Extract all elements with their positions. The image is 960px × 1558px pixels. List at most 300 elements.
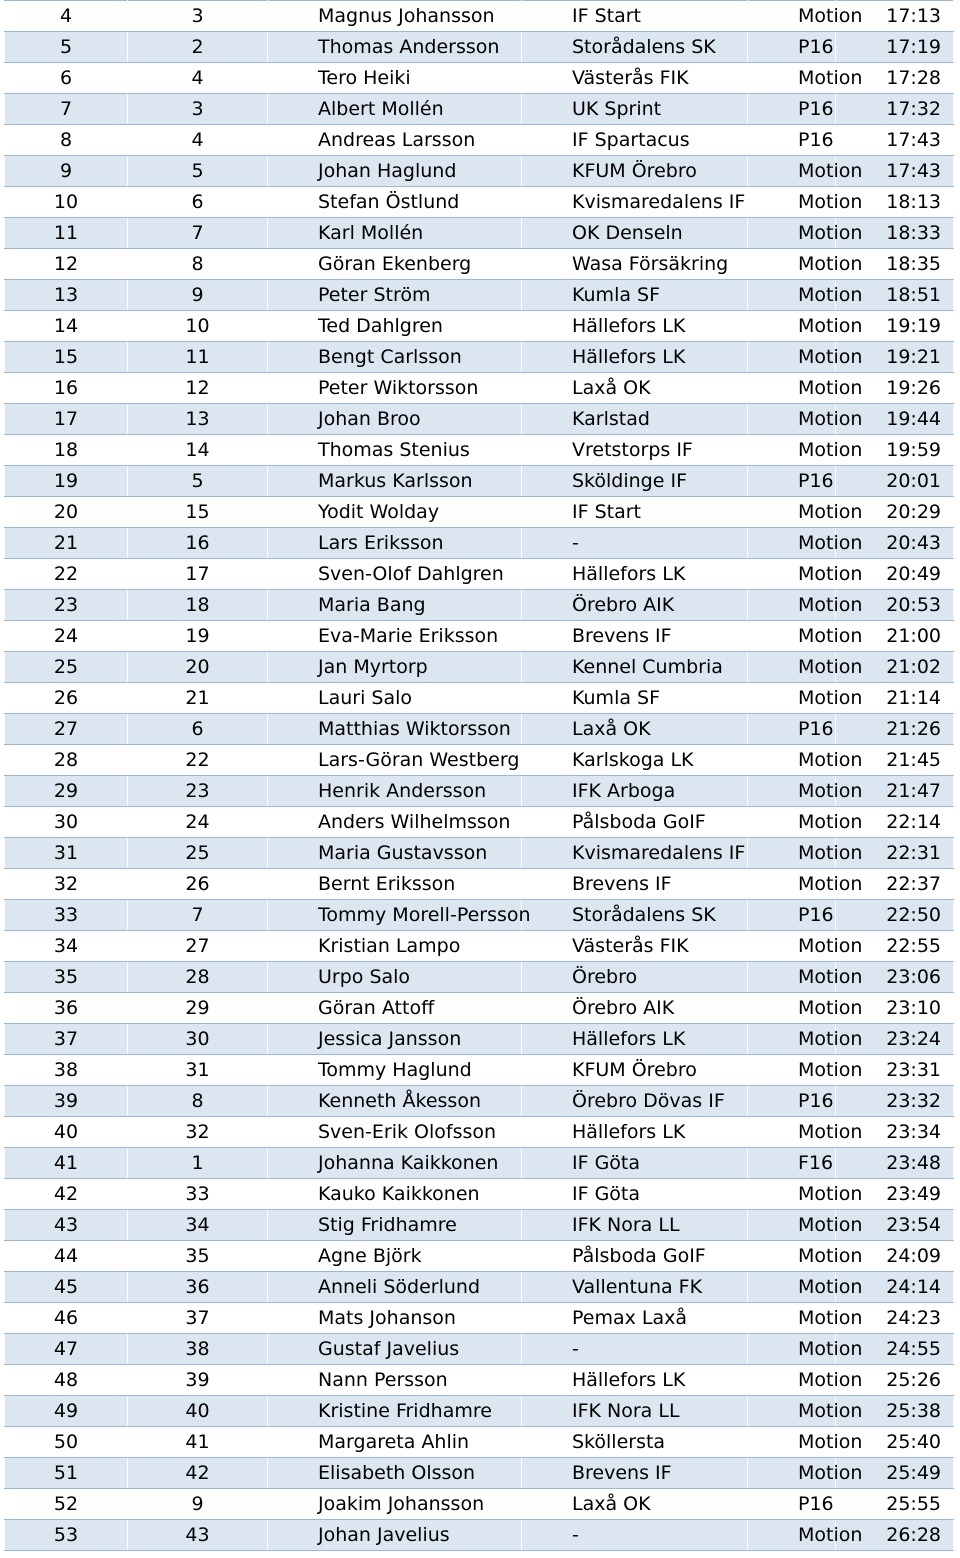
table-row (5, 776, 954, 807)
table-row (5, 63, 954, 94)
class-cell: Motion (748, 156, 836, 187)
class-place-cell: 28 (128, 962, 268, 993)
time-cell: 19:19 (836, 311, 954, 342)
runner-name-cell: Johan Javelius (268, 1520, 522, 1551)
time-cell: 23:31 (836, 1055, 954, 1086)
class-cell: P16 (748, 94, 836, 125)
club-cell: Örebro Dövas IF (522, 1086, 748, 1117)
club-cell: Vretstorps IF (522, 435, 748, 466)
runner-name-cell: Elisabeth Olsson (268, 1458, 522, 1489)
class-place-cell: 41 (128, 1427, 268, 1458)
table-row (5, 1396, 954, 1427)
club-cell: - (522, 1334, 748, 1365)
overall-place-cell: 25 (5, 652, 128, 683)
overall-place-cell: 49 (5, 1396, 128, 1427)
overall-place-cell: 10 (5, 187, 128, 218)
table-row (5, 1086, 954, 1117)
time-cell: 19:21 (836, 342, 954, 373)
table-row (5, 342, 954, 373)
class-place-cell: 15 (128, 497, 268, 528)
time-cell: 24:14 (836, 1272, 954, 1303)
time-cell: 18:13 (836, 187, 954, 218)
overall-place-cell: 7 (5, 94, 128, 125)
class-cell: Motion (748, 1210, 836, 1241)
time-cell: 26:28 (836, 1520, 954, 1551)
overall-place-cell: 21 (5, 528, 128, 559)
overall-place-cell: 53 (5, 1520, 128, 1551)
class-place-cell: 6 (128, 187, 268, 218)
runner-name-cell: Eva-Marie Eriksson (268, 621, 522, 652)
class-place-cell: 16 (128, 528, 268, 559)
runner-name-cell: Anneli Söderlund (268, 1272, 522, 1303)
time-cell: 25:49 (836, 1458, 954, 1489)
club-cell: Örebro (522, 962, 748, 993)
class-cell: Motion (748, 1024, 836, 1055)
time-cell: 17:13 (836, 1, 954, 32)
club-cell: IF Start (522, 497, 748, 528)
runner-name-cell: Bengt Carlsson (268, 342, 522, 373)
runner-name-cell: Johan Haglund (268, 156, 522, 187)
overall-place-cell: 5 (5, 32, 128, 63)
time-cell: 23:49 (836, 1179, 954, 1210)
table-row (5, 1303, 954, 1334)
class-place-cell: 40 (128, 1396, 268, 1427)
club-cell: Karlskoga LK (522, 745, 748, 776)
runner-name-cell: Peter Ström (268, 280, 522, 311)
table-row (5, 1334, 954, 1365)
table-row (5, 1117, 954, 1148)
class-place-cell: 38 (128, 1334, 268, 1365)
club-cell: KFUM Örebro (522, 156, 748, 187)
club-cell: Brevens IF (522, 869, 748, 900)
club-cell: OK Denseln (522, 218, 748, 249)
table-row (5, 931, 954, 962)
time-cell: 22:14 (836, 807, 954, 838)
class-cell: Motion (748, 218, 836, 249)
class-cell: F16 (748, 1148, 836, 1179)
table-row (5, 1458, 954, 1489)
time-cell: 23:32 (836, 1086, 954, 1117)
runner-name-cell: Lauri Salo (268, 683, 522, 714)
overall-place-cell: 44 (5, 1241, 128, 1272)
time-cell: 23:54 (836, 1210, 954, 1241)
club-cell: Brevens IF (522, 1458, 748, 1489)
runner-name-cell: Mats Johanson (268, 1303, 522, 1334)
class-place-cell: 2 (128, 32, 268, 63)
club-cell: Hällefors LK (522, 1365, 748, 1396)
overall-place-cell: 40 (5, 1117, 128, 1148)
runner-name-cell: Kauko Kaikkonen (268, 1179, 522, 1210)
table-row (5, 404, 954, 435)
class-place-cell: 22 (128, 745, 268, 776)
class-place-cell: 5 (128, 156, 268, 187)
table-row (5, 1055, 954, 1086)
time-cell: 21:45 (836, 745, 954, 776)
table-row (5, 1365, 954, 1396)
table-row (5, 94, 954, 125)
class-cell: P16 (748, 1086, 836, 1117)
time-cell: 24:23 (836, 1303, 954, 1334)
class-place-cell: 24 (128, 807, 268, 838)
table-row (5, 807, 954, 838)
overall-place-cell: 38 (5, 1055, 128, 1086)
runner-name-cell: Sven-Olof Dahlgren (268, 559, 522, 590)
class-place-cell: 3 (128, 94, 268, 125)
runner-name-cell: Yodit Wolday (268, 497, 522, 528)
class-cell: Motion (748, 838, 836, 869)
table-row (5, 528, 954, 559)
overall-place-cell: 29 (5, 776, 128, 807)
class-place-cell: 13 (128, 404, 268, 435)
club-cell: Laxå OK (522, 714, 748, 745)
table-row (5, 900, 954, 931)
time-cell: 19:44 (836, 404, 954, 435)
time-cell: 17:32 (836, 94, 954, 125)
table-row (5, 962, 954, 993)
club-cell: Västerås FIK (522, 63, 748, 94)
class-cell: Motion (748, 559, 836, 590)
class-cell: P16 (748, 125, 836, 156)
class-place-cell: 3 (128, 1, 268, 32)
club-cell: Pålsboda GoIF (522, 1241, 748, 1272)
club-cell: Laxå OK (522, 1489, 748, 1520)
runner-name-cell: Lars Eriksson (268, 528, 522, 559)
club-cell: Kumla SF (522, 683, 748, 714)
runner-name-cell: Tero Heiki (268, 63, 522, 94)
table-row (5, 1, 954, 32)
runner-name-cell: Stefan Östlund (268, 187, 522, 218)
table-row (5, 311, 954, 342)
time-cell: 23:48 (836, 1148, 954, 1179)
time-cell: 18:33 (836, 218, 954, 249)
class-cell: Motion (748, 776, 836, 807)
club-cell: Hällefors LK (522, 1117, 748, 1148)
time-cell: 23:10 (836, 993, 954, 1024)
club-cell: IF Spartacus (522, 125, 748, 156)
time-cell: 23:34 (836, 1117, 954, 1148)
class-cell: Motion (748, 311, 836, 342)
runner-name-cell: Stig Fridhamre (268, 1210, 522, 1241)
club-cell: Kvismaredalens IF (522, 838, 748, 869)
table-row (5, 714, 954, 745)
table-row (5, 1489, 954, 1520)
class-cell: Motion (748, 931, 836, 962)
class-place-cell: 26 (128, 869, 268, 900)
table-row (5, 156, 954, 187)
class-place-cell: 29 (128, 993, 268, 1024)
overall-place-cell: 47 (5, 1334, 128, 1365)
club-cell: IFK Arboga (522, 776, 748, 807)
class-cell: Motion (748, 1303, 836, 1334)
table-row (5, 218, 954, 249)
class-place-cell: 36 (128, 1272, 268, 1303)
table-row (5, 32, 954, 63)
table-row (5, 683, 954, 714)
class-cell: Motion (748, 1117, 836, 1148)
time-cell: 23:24 (836, 1024, 954, 1055)
runner-name-cell: Thomas Andersson (268, 32, 522, 63)
time-cell: 17:28 (836, 63, 954, 94)
runner-name-cell: Bernt Eriksson (268, 869, 522, 900)
table-row (5, 435, 954, 466)
overall-place-cell: 17 (5, 404, 128, 435)
runner-name-cell: Nann Persson (268, 1365, 522, 1396)
club-cell: Brevens IF (522, 621, 748, 652)
runner-name-cell: Göran Ekenberg (268, 249, 522, 280)
runner-name-cell: Markus Karlsson (268, 466, 522, 497)
runner-name-cell: Anders Wilhelmsson (268, 807, 522, 838)
class-cell: Motion (748, 1427, 836, 1458)
runner-name-cell: Andreas Larsson (268, 125, 522, 156)
table-row (5, 249, 954, 280)
time-cell: 21:02 (836, 652, 954, 683)
class-place-cell: 9 (128, 1489, 268, 1520)
class-place-cell: 25 (128, 838, 268, 869)
class-cell: Motion (748, 280, 836, 311)
table-row (5, 1241, 954, 1272)
time-cell: 25:55 (836, 1489, 954, 1520)
runner-name-cell: Margareta Ahlin (268, 1427, 522, 1458)
table-row (5, 466, 954, 497)
club-cell: Västerås FIK (522, 931, 748, 962)
overall-place-cell: 37 (5, 1024, 128, 1055)
class-place-cell: 39 (128, 1365, 268, 1396)
table-row (5, 590, 954, 621)
class-place-cell: 9 (128, 280, 268, 311)
table-row (5, 652, 954, 683)
overall-place-cell: 42 (5, 1179, 128, 1210)
runner-name-cell: Lars-Göran Westberg (268, 745, 522, 776)
runner-name-cell: Maria Gustavsson (268, 838, 522, 869)
class-place-cell: 30 (128, 1024, 268, 1055)
club-cell: Hällefors LK (522, 559, 748, 590)
overall-place-cell: 15 (5, 342, 128, 373)
overall-place-cell: 24 (5, 621, 128, 652)
table-row (5, 559, 954, 590)
overall-place-cell: 16 (5, 373, 128, 404)
club-cell: UK Sprint (522, 94, 748, 125)
overall-place-cell: 46 (5, 1303, 128, 1334)
class-place-cell: 12 (128, 373, 268, 404)
overall-place-cell: 19 (5, 466, 128, 497)
class-place-cell: 21 (128, 683, 268, 714)
table-row (5, 280, 954, 311)
overall-place-cell: 13 (5, 280, 128, 311)
overall-place-cell: 34 (5, 931, 128, 962)
class-place-cell: 11 (128, 342, 268, 373)
table-row (5, 1024, 954, 1055)
class-cell: Motion (748, 1272, 836, 1303)
runner-name-cell: Matthias Wiktorsson (268, 714, 522, 745)
time-cell: 17:43 (836, 156, 954, 187)
class-place-cell: 10 (128, 311, 268, 342)
club-cell: Vallentuna FK (522, 1272, 748, 1303)
class-place-cell: 1 (128, 1148, 268, 1179)
time-cell: 21:00 (836, 621, 954, 652)
time-cell: 18:35 (836, 249, 954, 280)
class-cell: Motion (748, 1458, 836, 1489)
class-cell: Motion (748, 683, 836, 714)
overall-place-cell: 48 (5, 1365, 128, 1396)
time-cell: 25:26 (836, 1365, 954, 1396)
class-cell: Motion (748, 187, 836, 218)
time-cell: 21:26 (836, 714, 954, 745)
overall-place-cell: 32 (5, 869, 128, 900)
time-cell: 22:55 (836, 931, 954, 962)
class-cell: Motion (748, 1520, 836, 1551)
time-cell: 24:55 (836, 1334, 954, 1365)
class-cell: Motion (748, 497, 836, 528)
overall-place-cell: 33 (5, 900, 128, 931)
table-row (5, 869, 954, 900)
class-place-cell: 14 (128, 435, 268, 466)
club-cell: Sköllersta (522, 1427, 748, 1458)
club-cell: Kvismaredalens IF (522, 187, 748, 218)
class-place-cell: 19 (128, 621, 268, 652)
overall-place-cell: 27 (5, 714, 128, 745)
runner-name-cell: Jan Myrtorp (268, 652, 522, 683)
class-place-cell: 17 (128, 559, 268, 590)
class-place-cell: 33 (128, 1179, 268, 1210)
overall-place-cell: 6 (5, 63, 128, 94)
table-row (5, 745, 954, 776)
runner-name-cell: Sven-Erik Olofsson (268, 1117, 522, 1148)
club-cell: Hällefors LK (522, 311, 748, 342)
table-row (5, 1179, 954, 1210)
time-cell: 18:51 (836, 280, 954, 311)
club-cell: Laxå OK (522, 373, 748, 404)
club-cell: Kumla SF (522, 280, 748, 311)
overall-place-cell: 12 (5, 249, 128, 280)
overall-place-cell: 39 (5, 1086, 128, 1117)
class-place-cell: 23 (128, 776, 268, 807)
class-place-cell: 4 (128, 125, 268, 156)
club-cell: - (522, 1520, 748, 1551)
runner-name-cell: Kristine Fridhamre (268, 1396, 522, 1427)
class-place-cell: 31 (128, 1055, 268, 1086)
class-place-cell: 35 (128, 1241, 268, 1272)
class-place-cell: 8 (128, 249, 268, 280)
class-cell: Motion (748, 869, 836, 900)
class-cell: P16 (748, 466, 836, 497)
overall-place-cell: 35 (5, 962, 128, 993)
overall-place-cell: 18 (5, 435, 128, 466)
time-cell: 22:50 (836, 900, 954, 931)
overall-place-cell: 31 (5, 838, 128, 869)
class-cell: Motion (748, 652, 836, 683)
runner-name-cell: Maria Bang (268, 590, 522, 621)
time-cell: 20:53 (836, 590, 954, 621)
overall-place-cell: 43 (5, 1210, 128, 1241)
table-row (5, 1210, 954, 1241)
class-place-cell: 4 (128, 63, 268, 94)
class-place-cell: 34 (128, 1210, 268, 1241)
club-cell: Karlstad (522, 404, 748, 435)
time-cell: 22:31 (836, 838, 954, 869)
runner-name-cell: Ted Dahlgren (268, 311, 522, 342)
runner-name-cell: Johanna Kaikkonen (268, 1148, 522, 1179)
class-place-cell: 27 (128, 931, 268, 962)
class-cell: Motion (748, 404, 836, 435)
club-cell: Sköldinge IF (522, 466, 748, 497)
club-cell: IFK Nora LL (522, 1396, 748, 1427)
table-row (5, 1148, 954, 1179)
class-place-cell: 6 (128, 714, 268, 745)
table-row (5, 1427, 954, 1458)
class-cell: Motion (748, 962, 836, 993)
club-cell: IF Göta (522, 1179, 748, 1210)
table-row (5, 125, 954, 156)
overall-place-cell: 20 (5, 497, 128, 528)
table-row (5, 187, 954, 218)
runner-name-cell: Urpo Salo (268, 962, 522, 993)
class-cell: Motion (748, 1, 836, 32)
class-cell: Motion (748, 590, 836, 621)
overall-place-cell: 28 (5, 745, 128, 776)
runner-name-cell: Albert Mollén (268, 94, 522, 125)
runner-name-cell: Magnus Johansson (268, 1, 522, 32)
class-cell: Motion (748, 249, 836, 280)
club-cell: - (522, 528, 748, 559)
class-cell: P16 (748, 714, 836, 745)
results-body (5, 1, 954, 1551)
runner-name-cell: Jessica Jansson (268, 1024, 522, 1055)
table-row (5, 838, 954, 869)
overall-place-cell: 9 (5, 156, 128, 187)
club-cell: Pemax Laxå (522, 1303, 748, 1334)
club-cell: IFK Nora LL (522, 1210, 748, 1241)
class-place-cell: 5 (128, 466, 268, 497)
runner-name-cell: Johan Broo (268, 404, 522, 435)
overall-place-cell: 45 (5, 1272, 128, 1303)
class-place-cell: 18 (128, 590, 268, 621)
time-cell: 25:40 (836, 1427, 954, 1458)
class-cell: Motion (748, 342, 836, 373)
runner-name-cell: Henrik Andersson (268, 776, 522, 807)
class-cell: Motion (748, 1179, 836, 1210)
class-place-cell: 43 (128, 1520, 268, 1551)
club-cell: Örebro AIK (522, 993, 748, 1024)
runner-name-cell: Kristian Lampo (268, 931, 522, 962)
runner-name-cell: Peter Wiktorsson (268, 373, 522, 404)
club-cell: IF Start (522, 1, 748, 32)
time-cell: 17:19 (836, 32, 954, 63)
class-place-cell: 7 (128, 218, 268, 249)
class-cell: Motion (748, 1334, 836, 1365)
time-cell: 21:47 (836, 776, 954, 807)
club-cell: Pålsboda GoIF (522, 807, 748, 838)
table-row (5, 1520, 954, 1551)
time-cell: 20:43 (836, 528, 954, 559)
runner-name-cell: Thomas Stenius (268, 435, 522, 466)
runner-name-cell: Tommy Morell-Persson (268, 900, 522, 931)
runner-name-cell: Göran Attoff (268, 993, 522, 1024)
overall-place-cell: 14 (5, 311, 128, 342)
overall-place-cell: 26 (5, 683, 128, 714)
class-place-cell: 8 (128, 1086, 268, 1117)
class-place-cell: 42 (128, 1458, 268, 1489)
club-cell: Wasa Försäkring (522, 249, 748, 280)
table-row (5, 621, 954, 652)
runner-name-cell: Agne Björk (268, 1241, 522, 1272)
runner-name-cell: Karl Mollén (268, 218, 522, 249)
club-cell: Storådalens SK (522, 32, 748, 63)
class-cell: P16 (748, 900, 836, 931)
class-cell: Motion (748, 63, 836, 94)
time-cell: 19:26 (836, 373, 954, 404)
time-cell: 24:09 (836, 1241, 954, 1272)
club-cell: Hällefors LK (522, 1024, 748, 1055)
